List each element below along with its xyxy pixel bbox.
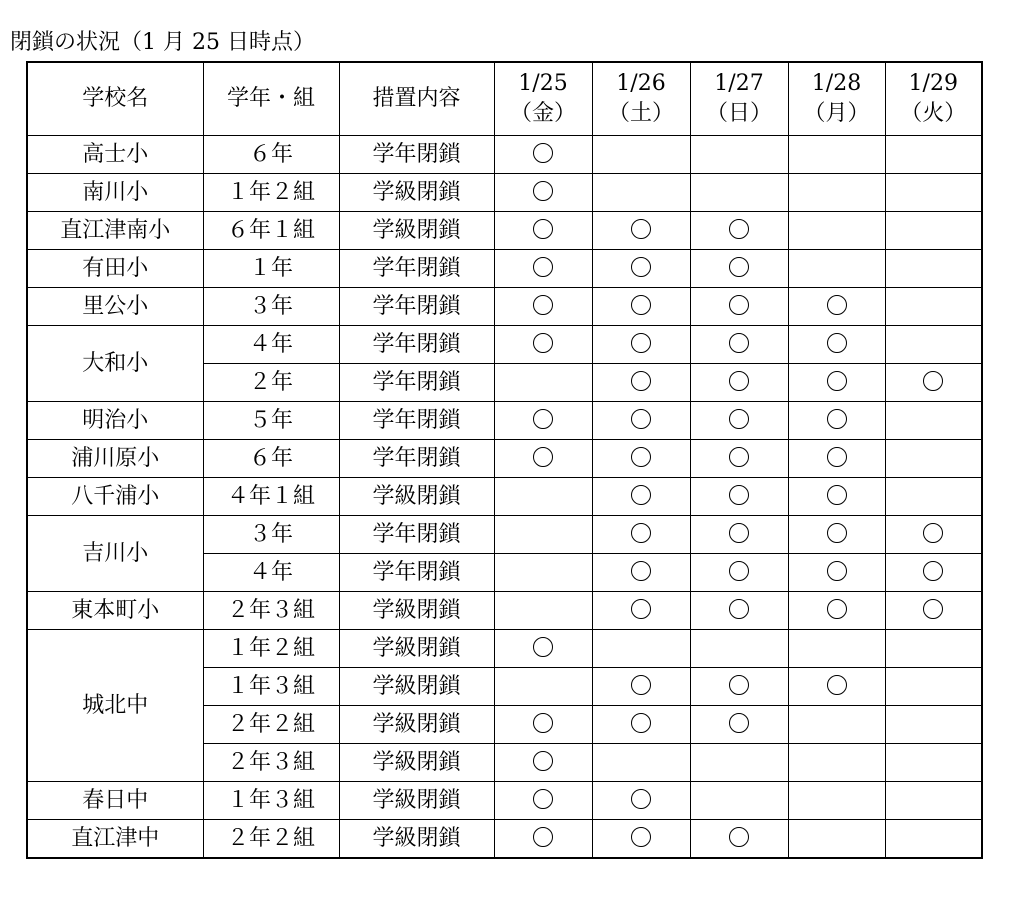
table-row <box>27 630 982 668</box>
closed-circle-icon <box>631 295 651 315</box>
grade-class-cell: ４年１組 <box>203 478 339 516</box>
grade-class-cell: ２年２組 <box>203 706 339 744</box>
closed-circle-icon <box>729 409 749 429</box>
closure-day-cell <box>885 326 982 364</box>
header-school: 学校名 <box>27 62 203 136</box>
closure-day-cell <box>592 706 690 744</box>
closure-day-cell <box>592 326 690 364</box>
table-row <box>27 592 982 630</box>
closure-day-cell <box>592 478 690 516</box>
closure-day-cell <box>788 782 885 820</box>
closure-day-cell <box>885 174 982 212</box>
closure-day-cell <box>690 250 788 288</box>
closed-circle-icon <box>533 409 553 429</box>
closed-circle-icon <box>631 333 651 353</box>
school-name-cell: 浦川原小 <box>27 440 203 478</box>
measure-cell: 学年閉鎖 <box>339 554 494 592</box>
closed-circle-icon <box>923 561 943 581</box>
school-name-cell: 春日中 <box>27 782 203 820</box>
closed-circle-icon <box>533 637 553 657</box>
closure-day-cell <box>885 402 982 440</box>
measure-cell: 学年閉鎖 <box>339 288 494 326</box>
closed-circle-icon <box>827 295 847 315</box>
closed-circle-icon <box>729 599 749 619</box>
header-date-value: 1/25 <box>518 71 568 96</box>
closure-day-cell <box>788 288 885 326</box>
closure-day-cell <box>494 212 592 250</box>
closed-circle-icon <box>827 333 847 353</box>
closure-day-cell <box>592 174 690 212</box>
table-row <box>27 136 982 174</box>
closure-day-cell <box>494 402 592 440</box>
closure-day-cell <box>885 592 982 630</box>
header-date-value: 1/26 <box>616 71 666 96</box>
closure-day-cell <box>494 364 592 402</box>
closure-day-cell <box>690 516 788 554</box>
closure-day-cell <box>788 212 885 250</box>
closure-day-cell <box>788 250 885 288</box>
closure-day-cell <box>592 668 690 706</box>
closure-day-cell <box>494 440 592 478</box>
header-date-value: 1/29 <box>908 71 958 96</box>
closed-circle-icon <box>533 447 553 467</box>
closure-day-cell <box>690 782 788 820</box>
closure-day-cell <box>885 706 982 744</box>
closure-day-cell <box>494 668 592 706</box>
measure-cell: 学年閉鎖 <box>339 516 494 554</box>
closed-circle-icon <box>533 257 553 277</box>
closure-day-cell <box>885 288 982 326</box>
closed-circle-icon <box>631 219 651 239</box>
school-name-cell: 高士小 <box>27 136 203 174</box>
closed-circle-icon <box>729 333 749 353</box>
school-name-cell: 直江津南小 <box>27 212 203 250</box>
closed-circle-icon <box>533 219 553 239</box>
measure-cell: 学年閉鎖 <box>339 440 494 478</box>
grade-class-cell: ６年１組 <box>203 212 339 250</box>
school-name-cell: 里公小 <box>27 288 203 326</box>
closed-circle-icon <box>533 789 553 809</box>
closure-day-cell <box>494 516 592 554</box>
closure-day-cell <box>788 174 885 212</box>
closure-day-cell <box>885 820 982 859</box>
closed-circle-icon <box>729 219 749 239</box>
measure-cell: 学級閉鎖 <box>339 592 494 630</box>
measure-cell: 学級閉鎖 <box>339 174 494 212</box>
closure-day-cell <box>788 630 885 668</box>
table-row <box>27 212 982 250</box>
closure-day-cell <box>788 516 885 554</box>
header-measure: 措置内容 <box>339 62 494 136</box>
grade-class-cell: ３年 <box>203 516 339 554</box>
closure-day-cell <box>592 516 690 554</box>
table-row <box>27 820 982 859</box>
closed-circle-icon <box>729 447 749 467</box>
measure-cell: 学年閉鎖 <box>339 136 494 174</box>
closure-day-cell <box>885 668 982 706</box>
closure-day-cell <box>788 592 885 630</box>
closure-status-table <box>26 61 983 859</box>
school-name-cell: 南川小 <box>27 174 203 212</box>
closed-circle-icon <box>631 827 651 847</box>
closure-day-cell <box>494 592 592 630</box>
header-row <box>27 62 982 136</box>
closure-day-cell <box>788 478 885 516</box>
grade-class-cell: ４年 <box>203 554 339 592</box>
closure-day-cell <box>788 136 885 174</box>
closure-day-cell <box>592 288 690 326</box>
school-name-cell: 東本町小 <box>27 592 203 630</box>
school-name-cell: 有田小 <box>27 250 203 288</box>
closed-circle-icon <box>827 561 847 581</box>
closure-day-cell <box>690 440 788 478</box>
grade-class-cell: １年２組 <box>203 630 339 668</box>
closure-day-cell <box>592 440 690 478</box>
closure-day-cell <box>788 820 885 859</box>
closure-day-cell <box>592 744 690 782</box>
measure-cell: 学級閉鎖 <box>339 668 494 706</box>
header-date-value: 1/27 <box>714 71 764 96</box>
grade-class-cell: １年３組 <box>203 668 339 706</box>
measure-cell: 学年閉鎖 <box>339 364 494 402</box>
closed-circle-icon <box>631 713 651 733</box>
measure-cell: 学級閉鎖 <box>339 782 494 820</box>
closure-day-cell <box>885 212 982 250</box>
closure-day-cell <box>885 364 982 402</box>
closure-day-cell <box>788 668 885 706</box>
grade-class-cell: １年３組 <box>203 782 339 820</box>
closure-day-cell <box>690 478 788 516</box>
closure-day-cell <box>592 820 690 859</box>
table-row <box>27 288 982 326</box>
table-row <box>27 782 982 820</box>
school-name-cell: 直江津中 <box>27 820 203 859</box>
closed-circle-icon <box>923 599 943 619</box>
closed-circle-icon <box>729 371 749 391</box>
closed-circle-icon <box>631 789 651 809</box>
closure-day-cell <box>494 782 592 820</box>
closed-circle-icon <box>729 713 749 733</box>
closure-day-cell <box>592 364 690 402</box>
header-day-value: （月） <box>803 101 870 126</box>
closure-day-cell <box>592 250 690 288</box>
school-name-cell: 城北中 <box>27 630 203 782</box>
grade-class-cell: ６年 <box>203 440 339 478</box>
table-body <box>27 136 982 859</box>
closure-day-cell <box>494 174 592 212</box>
closure-day-cell <box>885 250 982 288</box>
closure-day-cell <box>592 136 690 174</box>
closed-circle-icon <box>827 485 847 505</box>
closure-day-cell <box>494 744 592 782</box>
grade-class-cell: ２年 <box>203 364 339 402</box>
closed-circle-icon <box>827 371 847 391</box>
closure-day-cell <box>885 136 982 174</box>
closed-circle-icon <box>533 751 553 771</box>
grade-class-cell: ６年 <box>203 136 339 174</box>
closed-circle-icon <box>827 599 847 619</box>
header-grade: 学年・組 <box>203 62 339 136</box>
closed-circle-icon <box>631 599 651 619</box>
header-day-value: （火） <box>900 101 967 126</box>
closure-day-cell <box>690 136 788 174</box>
table-caption: 閉鎖の状況（1 月 25 日時点） <box>10 30 315 55</box>
table-row <box>27 516 982 554</box>
closure-day-cell <box>788 440 885 478</box>
closed-circle-icon <box>729 561 749 581</box>
closed-circle-icon <box>729 295 749 315</box>
closure-day-cell <box>494 326 592 364</box>
grade-class-cell: ２年３組 <box>203 592 339 630</box>
header-day-value: （金） <box>509 101 576 126</box>
table-row <box>27 326 982 364</box>
school-name-cell: 吉川小 <box>27 516 203 592</box>
closure-day-cell <box>690 288 788 326</box>
closure-day-cell <box>690 820 788 859</box>
closure-day-cell <box>690 592 788 630</box>
closed-circle-icon <box>631 447 651 467</box>
header-date <box>690 62 788 136</box>
closed-circle-icon <box>827 447 847 467</box>
closure-day-cell <box>885 478 982 516</box>
closure-day-cell <box>788 554 885 592</box>
closure-day-cell <box>592 782 690 820</box>
closure-day-cell <box>592 592 690 630</box>
closure-day-cell <box>494 820 592 859</box>
closed-circle-icon <box>533 333 553 353</box>
measure-cell: 学級閉鎖 <box>339 744 494 782</box>
table-row <box>27 440 982 478</box>
grade-class-cell: ５年 <box>203 402 339 440</box>
closed-circle-icon <box>533 827 553 847</box>
closure-day-cell <box>592 212 690 250</box>
closure-day-cell <box>885 516 982 554</box>
header-day-value: （土） <box>607 101 674 126</box>
header-date <box>494 62 592 136</box>
measure-cell: 学級閉鎖 <box>339 212 494 250</box>
closure-day-cell <box>690 212 788 250</box>
table-row <box>27 402 982 440</box>
closure-day-cell <box>494 478 592 516</box>
closed-circle-icon <box>729 523 749 543</box>
closure-day-cell <box>592 554 690 592</box>
closed-circle-icon <box>729 257 749 277</box>
table-row <box>27 250 982 288</box>
closure-day-cell <box>885 554 982 592</box>
school-name-cell: 大和小 <box>27 326 203 402</box>
closure-day-cell <box>690 174 788 212</box>
closure-day-cell <box>690 706 788 744</box>
closed-circle-icon <box>631 371 651 391</box>
closure-day-cell <box>885 744 982 782</box>
measure-cell: 学級閉鎖 <box>339 630 494 668</box>
closed-circle-icon <box>533 713 553 733</box>
closed-circle-icon <box>827 409 847 429</box>
closure-day-cell <box>690 326 788 364</box>
closed-circle-icon <box>631 409 651 429</box>
closure-day-cell <box>494 630 592 668</box>
closure-day-cell <box>690 364 788 402</box>
closure-day-cell <box>592 402 690 440</box>
closed-circle-icon <box>533 143 553 163</box>
closure-day-cell <box>788 744 885 782</box>
school-name-cell: 明治小 <box>27 402 203 440</box>
closure-day-cell <box>494 706 592 744</box>
closure-day-cell <box>788 326 885 364</box>
grade-class-cell: ２年２組 <box>203 820 339 859</box>
closure-day-cell <box>788 364 885 402</box>
closure-day-cell <box>788 402 885 440</box>
closure-day-cell <box>690 630 788 668</box>
closed-circle-icon <box>827 675 847 695</box>
closed-circle-icon <box>827 523 847 543</box>
closed-circle-icon <box>729 485 749 505</box>
closure-day-cell <box>494 136 592 174</box>
closure-day-cell <box>690 402 788 440</box>
closure-day-cell <box>494 288 592 326</box>
closure-day-cell <box>690 668 788 706</box>
grade-class-cell: ２年３組 <box>203 744 339 782</box>
measure-cell: 学年閉鎖 <box>339 402 494 440</box>
closed-circle-icon <box>923 523 943 543</box>
grade-class-cell: １年２組 <box>203 174 339 212</box>
header-date <box>885 62 982 136</box>
measure-cell: 学級閉鎖 <box>339 478 494 516</box>
closure-day-cell <box>592 630 690 668</box>
closed-circle-icon <box>533 295 553 315</box>
closed-circle-icon <box>631 485 651 505</box>
header-day-value: （日） <box>705 101 772 126</box>
school-name-cell: 八千浦小 <box>27 478 203 516</box>
closed-circle-icon <box>533 181 553 201</box>
grade-class-cell: ４年 <box>203 326 339 364</box>
closure-day-cell <box>494 250 592 288</box>
closure-day-cell <box>690 554 788 592</box>
closure-day-cell <box>885 630 982 668</box>
closure-day-cell <box>885 782 982 820</box>
header-date <box>592 62 690 136</box>
closure-day-cell <box>690 744 788 782</box>
measure-cell: 学級閉鎖 <box>339 706 494 744</box>
measure-cell: 学級閉鎖 <box>339 820 494 859</box>
closure-day-cell <box>494 554 592 592</box>
closed-circle-icon <box>923 371 943 391</box>
table-row <box>27 174 982 212</box>
measure-cell: 学年閉鎖 <box>339 250 494 288</box>
grade-class-cell: ３年 <box>203 288 339 326</box>
closed-circle-icon <box>631 523 651 543</box>
measure-cell: 学年閉鎖 <box>339 326 494 364</box>
header-date-value: 1/28 <box>811 71 862 96</box>
grade-class-cell: １年 <box>203 250 339 288</box>
closure-day-cell <box>885 440 982 478</box>
table-row <box>27 478 982 516</box>
closed-circle-icon <box>631 561 651 581</box>
closed-circle-icon <box>631 675 651 695</box>
closed-circle-icon <box>631 257 651 277</box>
header-date <box>788 62 885 136</box>
closed-circle-icon <box>729 827 749 847</box>
closed-circle-icon <box>729 675 749 695</box>
closure-day-cell <box>788 706 885 744</box>
